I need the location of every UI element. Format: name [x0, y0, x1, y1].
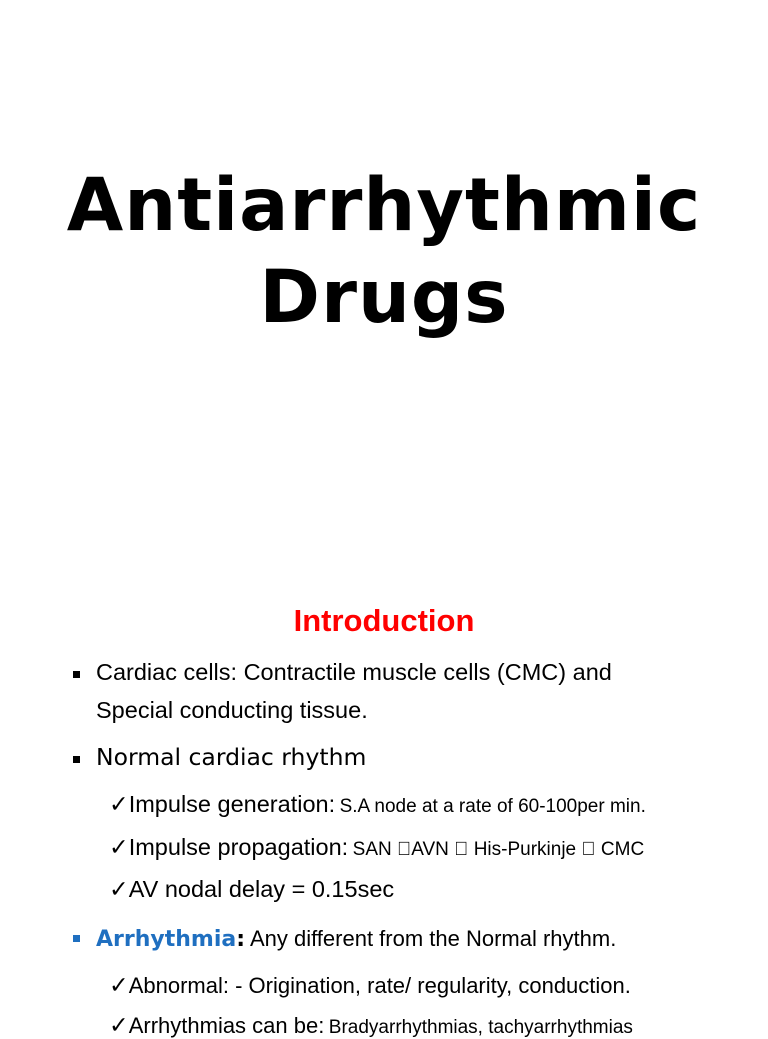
sub-impulse-propagation	[109, 833, 644, 861]
impulse-generation-label: Impulse generation:	[128, 791, 336, 817]
bullet-square-icon	[73, 756, 80, 763]
slide-content	[0, 654, 768, 1039]
sub-abnormal	[109, 971, 631, 999]
bullet-cardiac-cells-line1: Cardiac cells: Contractile muscle cells (CMC) and	[96, 659, 612, 685]
bullet-normal-rhythm: Normal cardiac rhythm	[96, 743, 367, 771]
impulse-generation-detail: S.A node at a rate of 60-100per min.	[339, 796, 646, 817]
impulse-propagation-detail: SAN AVN His-Purkinje CMC	[352, 839, 590, 860]
arrhythmia-term: Arrhythmia	[96, 927, 237, 952]
sub-impulse-generation	[109, 790, 646, 818]
arrhythmia-colon: :	[236, 927, 246, 952]
bullet-arrhythmia	[96, 926, 616, 952]
bullet-square-icon	[73, 671, 80, 678]
section-heading: Introduction	[293, 603, 475, 638]
checkmark-icon: ✓	[109, 875, 129, 903]
av-delay-text: AV nodal delay = 0.15sec	[128, 876, 395, 902]
checkmark-icon: ✓	[109, 833, 129, 861]
sub-av-delay	[109, 875, 394, 903]
impulse-propagation-label: Impulse propagation:	[128, 834, 349, 860]
arrhythmia-definition: Any different from the Normal rhythm.	[249, 926, 617, 951]
slide-title	[0, 160, 768, 344]
sub-arrhythmias-can-be	[109, 1011, 633, 1039]
checkmark-icon: ✓	[109, 790, 129, 818]
title-line-1: Antiarrhythmic	[66, 163, 702, 248]
arrhythmias-can-be-label: Arrhythmias can be:	[128, 1013, 325, 1038]
bullet-square-icon	[73, 935, 80, 942]
abnormal-text: Abnormal: - Origination, rate/ regularity, conduction.	[128, 973, 631, 998]
bullet-cardiac-cells-line2: Special conducting tissue.	[96, 697, 368, 723]
arrhythmias-can-be-detail: Bradyarrhythmias, tachyarrhythmias	[328, 1017, 633, 1038]
checkmark-icon: ✓	[109, 971, 129, 999]
title-line-2: Drugs	[259, 255, 509, 340]
checkmark-icon: ✓	[109, 1011, 129, 1039]
